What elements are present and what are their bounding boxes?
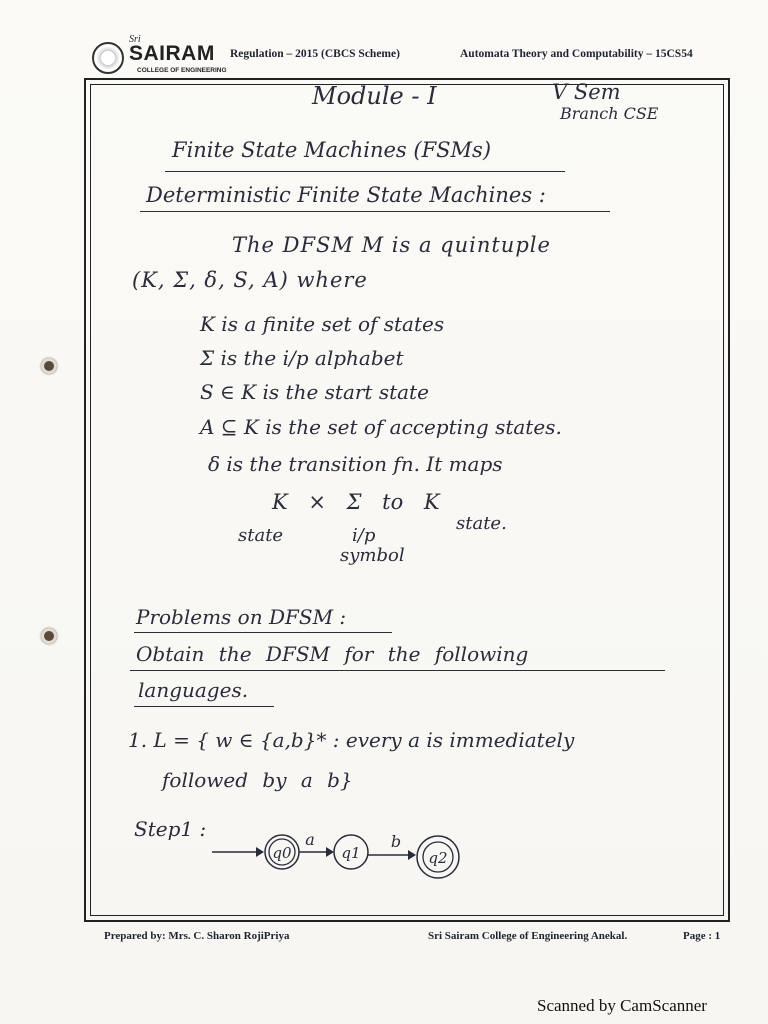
obtain-line-2-underline xyxy=(134,706,274,707)
problems-heading-underline xyxy=(134,632,392,633)
problem-1-line-2: followed by a b} xyxy=(162,768,353,792)
branch-note: Branch CSE xyxy=(560,104,659,123)
footer-page-label: Page : xyxy=(683,930,713,942)
heading-dfsm: Deterministic Finite State Machines : xyxy=(146,183,546,207)
obtain-line-2: languages. xyxy=(138,678,249,702)
mapping-label-state-2: state. xyxy=(456,513,507,534)
state-q0-label: q0 xyxy=(272,844,292,862)
footer-prepared-by: Prepared by: Mrs. C. Sharon RojiPriya xyxy=(104,930,290,942)
logo-subtitle: COLLEGE OF ENGINEERING xyxy=(137,67,227,74)
problem-1-line-1: 1. L = { w ∈ {a,b}* : every a is immediately xyxy=(128,728,575,752)
logo-name: SAIRAM xyxy=(129,42,215,65)
logo-sri: Sri xyxy=(129,34,141,45)
mapping-label-state: state xyxy=(238,525,284,546)
start-arrow-head xyxy=(256,847,264,857)
footer-page-number: 1 xyxy=(714,930,721,942)
edge-a-label: a xyxy=(305,830,315,849)
semester-note: V Sem xyxy=(552,80,621,104)
heading-dfsm-underline xyxy=(140,211,610,212)
heading-fsm-underline xyxy=(165,171,565,172)
definition-item-3: S ∈ K is the start state xyxy=(200,380,429,404)
step-1-label: Step1 : xyxy=(134,817,207,841)
footer-page xyxy=(683,930,720,942)
heading-fsm: Finite State Machines (FSMs) xyxy=(172,138,492,162)
definition-item-5: δ is the transition fn. It maps xyxy=(208,452,503,476)
problems-heading: Problems on DFSM : xyxy=(136,605,347,629)
edge-b-label: b xyxy=(390,832,402,851)
edge-b-head xyxy=(408,850,416,860)
module-title: Module - I xyxy=(312,82,437,110)
college-seal-icon xyxy=(92,42,124,74)
definition-line-1: The DFSM M is a quintuple xyxy=(232,233,551,257)
definition-item-1: K is a finite set of states xyxy=(200,312,445,336)
obtain-line-1: Obtain the DFSM for the following xyxy=(136,642,529,666)
footer-college: Sri Sairam College of Engineering Anekal. xyxy=(428,930,628,942)
obtain-line-1-underline xyxy=(130,670,665,671)
regulation-text: Regulation – 2015 (CBCS Scheme) xyxy=(230,48,400,60)
punch-hole xyxy=(41,628,57,644)
page-header xyxy=(92,34,742,78)
mapping-expression: K × Σ to K xyxy=(272,490,440,514)
state-q2-label: q2 xyxy=(428,849,448,867)
definition-line-2: (K, Σ, δ, S, A) where xyxy=(132,268,368,292)
dfsm-diagram xyxy=(200,825,480,885)
mapping-label-ip: i/p xyxy=(352,525,376,546)
subject-text: Automata Theory and Computability – 15CS54 xyxy=(460,48,693,60)
definition-item-2: Σ is the i/p alphabet xyxy=(200,346,404,370)
definition-item-4: A ⊆ K is the set of accepting states. xyxy=(200,415,562,439)
punch-hole xyxy=(41,358,57,374)
mapping-label-symbol: symbol xyxy=(340,545,405,566)
edge-a-head xyxy=(326,847,334,857)
scanner-watermark: Scanned by CamScanner xyxy=(537,996,707,1015)
state-q1-label: q1 xyxy=(341,844,361,862)
